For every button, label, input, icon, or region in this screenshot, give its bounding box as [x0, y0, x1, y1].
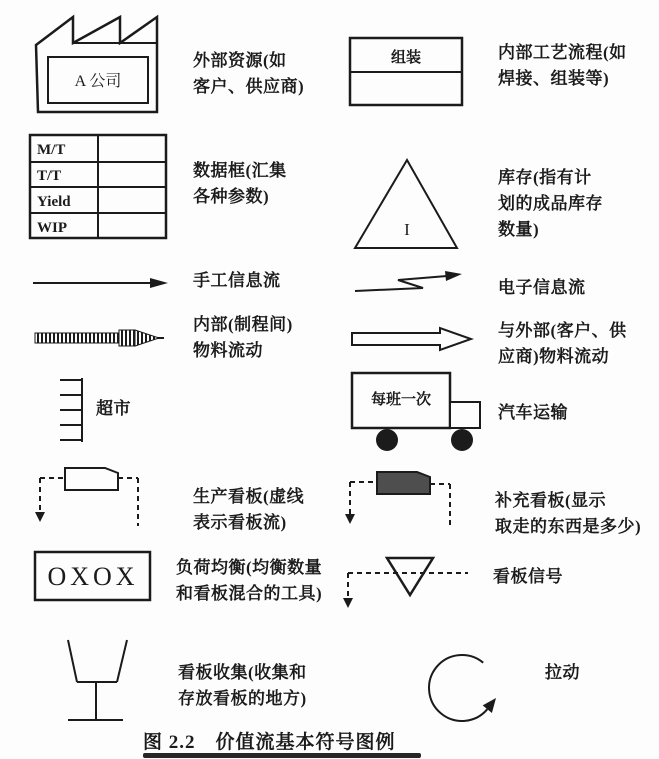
electronic-flow-desc: 电子信息流: [498, 278, 586, 297]
inventory-inner-label: I: [404, 220, 410, 239]
process-inner-label: 组装: [390, 50, 422, 66]
truck-icon: [348, 370, 483, 455]
electronic-flow-arrow-icon: [350, 270, 468, 296]
process-box-icon: [348, 36, 464, 108]
external-material-arrow-icon: [350, 326, 475, 352]
manual-flow-desc: 手工信息流: [193, 271, 281, 290]
data-box-icon: [28, 133, 168, 241]
supermarket-desc: 超市: [96, 399, 131, 418]
process-desc: 内部工艺流程(如 焊接、组装等): [498, 43, 627, 88]
production-kanban-icon: [30, 460, 150, 530]
databox-row-label: WIP: [37, 220, 67, 236]
signal-kanban-desc: 看板信号: [493, 567, 563, 586]
manual-flow-arrow-icon: [30, 276, 170, 290]
factory-desc: 外部资源(如 客户、供应商): [193, 51, 305, 96]
databox-row-label: Yield: [37, 194, 71, 210]
databox-row-label: M/T: [37, 142, 66, 158]
inventory-desc: 库存(指有计 划的成品库存 数量): [498, 168, 603, 239]
withdrawal-kanban-desc: 补充看板(显示 取走的东西是多少): [495, 491, 642, 536]
production-kanban-desc: 生产看板(虚线 表示看板流): [193, 487, 305, 532]
load-leveling-desc: 负荷均衡(均衡数量 和看板混合的工具): [176, 558, 323, 603]
pull-desc: 拉动: [545, 663, 580, 682]
external-material-desc: 与外部(客户、供 应商)物料流动: [498, 321, 627, 366]
kanban-post-icon: [55, 635, 135, 725]
internal-material-desc: 内部(制程间) 物料流动: [193, 315, 293, 360]
withdrawal-kanban-icon: [340, 462, 460, 532]
databox-row-label: T/T: [37, 168, 62, 184]
load-leveling-icon: [33, 550, 153, 604]
internal-material-arrow-icon: [33, 328, 165, 348]
factory-icon: [33, 12, 163, 117]
databox-desc: 数据框(汇集 各种参数): [193, 161, 287, 206]
truck-inner-label: 每班一次: [370, 392, 432, 408]
scan-smudge: [143, 753, 421, 758]
load-leveling-inner-label: OXOX: [47, 562, 139, 591]
kanban-post-desc: 看板收集(收集和 存放看板的地方): [178, 663, 307, 708]
signal-kanban-icon: [340, 550, 475, 612]
truck-desc: 汽车运输: [498, 403, 568, 422]
supermarket-icon: [58, 375, 88, 445]
pull-icon: [420, 648, 510, 728]
inventory-triangle-icon: [350, 155, 462, 253]
factory-inner-label: A 公司: [74, 73, 122, 90]
figure-caption: 图 2.2 价值流基本符号图例: [143, 732, 396, 753]
